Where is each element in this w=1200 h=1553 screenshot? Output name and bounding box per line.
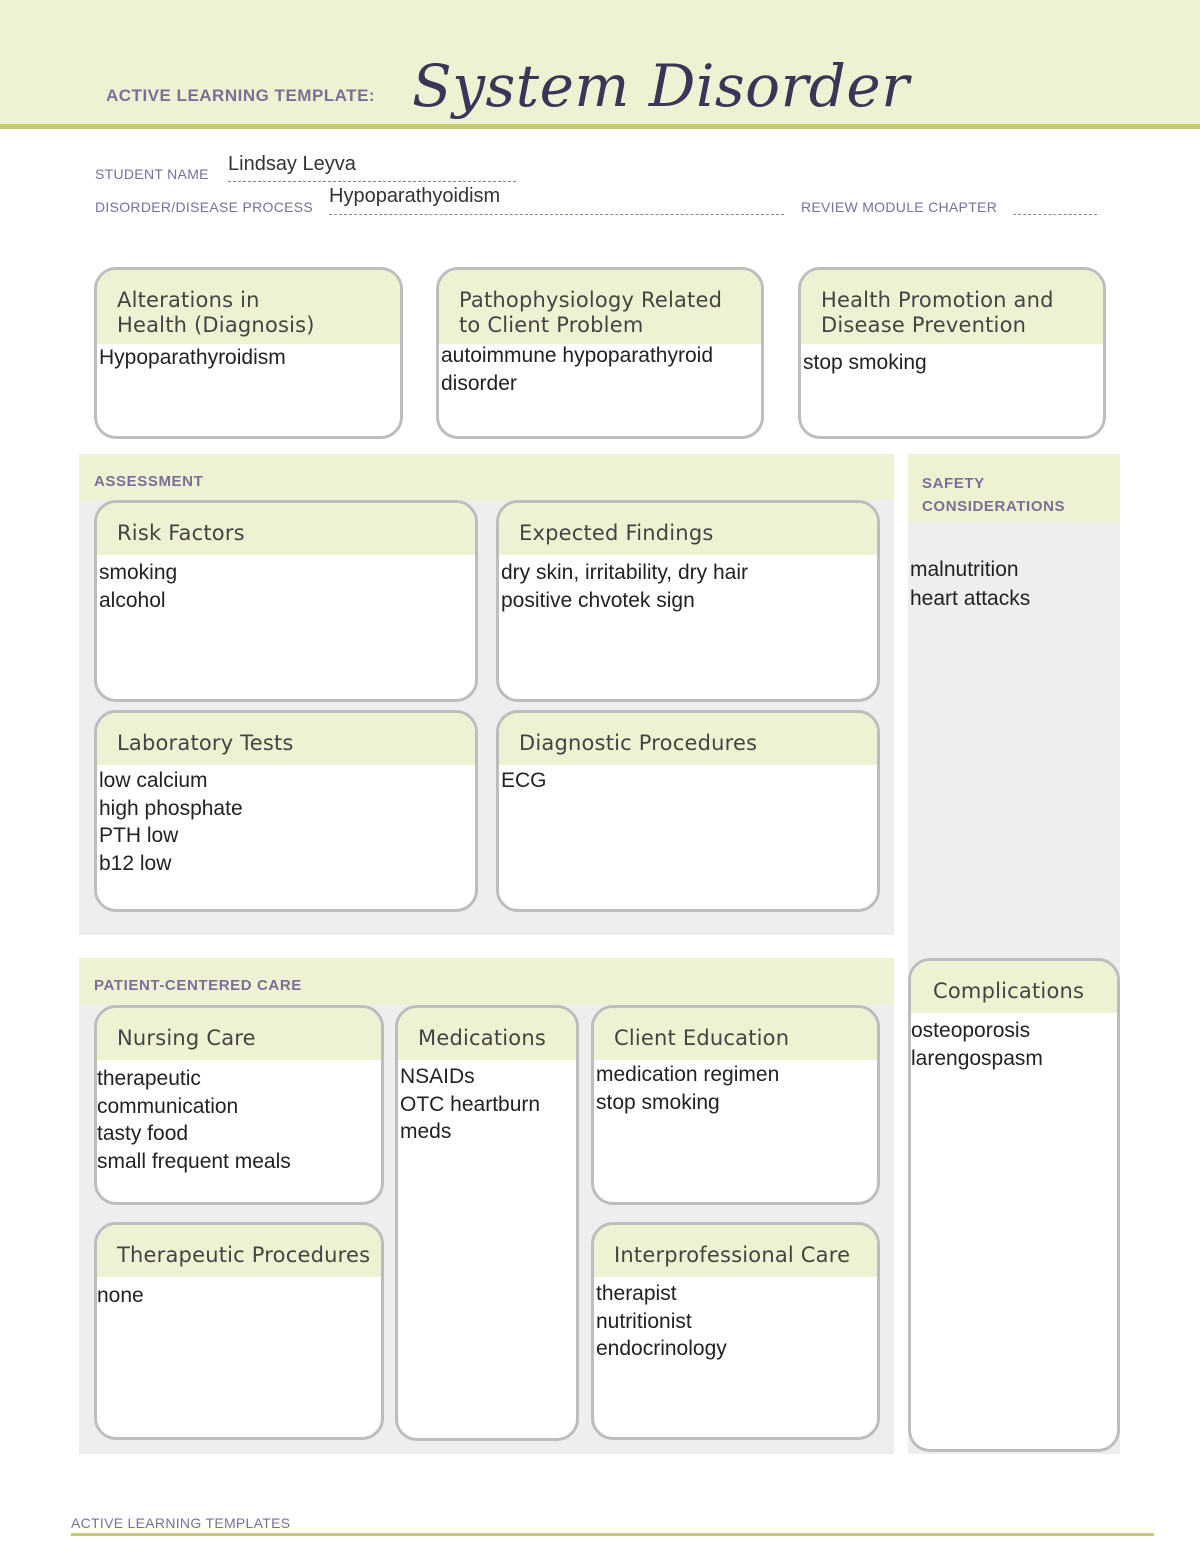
footer-divider bbox=[71, 1533, 1154, 1536]
safety-line: heart attacks bbox=[910, 587, 1031, 610]
nursing-care-line: communication bbox=[97, 1094, 239, 1118]
expected-finding-line: positive chvotek sign bbox=[501, 588, 695, 612]
complications-content[interactable] bbox=[911, 1013, 1117, 1072]
pathophysiology-line: autoimmune hypoparathyroid bbox=[441, 344, 713, 367]
diagnostic-procedures-box bbox=[496, 710, 880, 912]
health-promotion-title bbox=[801, 270, 1103, 344]
risk-factor-line: smoking bbox=[99, 561, 178, 584]
nursing-care-content[interactable] bbox=[97, 1060, 381, 1175]
pathophysiology-content[interactable] bbox=[439, 342, 761, 397]
pathophysiology-title bbox=[439, 270, 761, 344]
pathophysiology-title-line2: to Client Problem bbox=[459, 313, 644, 337]
risk-factors-title: Risk Factors bbox=[97, 503, 475, 555]
medications-box bbox=[395, 1005, 579, 1441]
therapeutic-procedure-line: none bbox=[97, 1284, 144, 1307]
complications-box bbox=[908, 958, 1120, 1452]
laboratory-tests-content[interactable] bbox=[97, 765, 475, 877]
diagnostic-procedures-content[interactable] bbox=[499, 765, 877, 795]
diagnostic-procedure-line: ECG bbox=[501, 769, 547, 792]
pathophysiology-box bbox=[436, 267, 764, 439]
medications-content[interactable] bbox=[398, 1060, 576, 1146]
diagnostic-procedures-title: Diagnostic Procedures bbox=[499, 713, 877, 765]
safety-considerations-title bbox=[922, 472, 1065, 518]
nursing-care-title: Nursing Care bbox=[97, 1008, 381, 1060]
expected-finding-line: dry skin, irritability, dry hair bbox=[501, 561, 748, 584]
therapeutic-procedures-title: Therapeutic Procedures bbox=[97, 1225, 381, 1277]
student-name-label: STUDENT NAME bbox=[95, 166, 209, 182]
interprofessional-care-line: endocrinology bbox=[596, 1337, 727, 1360]
footer-label: ACTIVE LEARNING TEMPLATES bbox=[71, 1515, 291, 1531]
expected-findings-box bbox=[496, 500, 880, 702]
client-education-box bbox=[591, 1005, 880, 1205]
complication-line: larengospasm bbox=[911, 1046, 1043, 1070]
page-title: System Disorder bbox=[412, 52, 910, 120]
health-promotion-content[interactable] bbox=[801, 344, 1103, 377]
review-module-label: REVIEW MODULE CHAPTER bbox=[801, 199, 998, 215]
risk-factors-content[interactable] bbox=[97, 555, 475, 614]
template-label: ACTIVE LEARNING TEMPLATE: bbox=[106, 86, 376, 105]
pathophysiology-line: disorder bbox=[441, 371, 517, 395]
health-promotion-box bbox=[798, 267, 1106, 439]
safety-title-line1: SAFETY bbox=[922, 475, 985, 492]
lab-test-line: PTH low bbox=[99, 824, 179, 847]
interprofessional-care-content[interactable] bbox=[594, 1277, 877, 1363]
complication-line: osteoporosis bbox=[911, 1019, 1031, 1042]
disorder-value: Hypoparathyoidism bbox=[329, 185, 501, 207]
health-promotion-title-line1: Health Promotion and bbox=[821, 288, 1054, 312]
interprofessional-care-box bbox=[591, 1222, 880, 1440]
safety-line: malnutrition bbox=[910, 558, 1019, 581]
complications-title: Complications bbox=[911, 961, 1117, 1013]
laboratory-tests-box bbox=[94, 710, 478, 912]
interprofessional-care-title: Interprofessional Care bbox=[594, 1225, 877, 1277]
client-education-content[interactable] bbox=[594, 1060, 877, 1116]
therapeutic-procedures-content[interactable] bbox=[97, 1277, 381, 1310]
patient-centered-care-title: PATIENT-CENTERED CARE bbox=[94, 977, 302, 994]
review-module-field[interactable] bbox=[1013, 199, 1097, 215]
health-promotion-line: stop smoking bbox=[803, 351, 927, 374]
nursing-care-line: therapeutic bbox=[97, 1067, 201, 1090]
medication-line: meds bbox=[400, 1120, 452, 1143]
medication-line: OTC heartburn bbox=[400, 1092, 541, 1116]
therapeutic-procedures-box bbox=[94, 1222, 384, 1440]
lab-test-line: high phosphate bbox=[99, 796, 243, 820]
client-education-line: stop smoking bbox=[596, 1090, 720, 1114]
interprofessional-care-line: therapist bbox=[596, 1282, 677, 1305]
client-education-title: Client Education bbox=[594, 1008, 877, 1060]
risk-factors-box bbox=[94, 500, 478, 702]
assessment-title: ASSESSMENT bbox=[94, 473, 204, 490]
safety-considerations-section bbox=[908, 454, 1120, 954]
alterations-title bbox=[97, 270, 400, 344]
expected-findings-title: Expected Findings bbox=[499, 503, 877, 555]
expected-findings-content[interactable] bbox=[499, 555, 877, 614]
risk-factor-line: alcohol bbox=[99, 588, 166, 612]
lab-test-line: low calcium bbox=[99, 769, 208, 792]
disorder-label: DISORDER/DISEASE PROCESS bbox=[95, 199, 314, 215]
alterations-in-health-box bbox=[94, 267, 403, 439]
student-name-value: Lindsay Leyva bbox=[228, 153, 356, 175]
interprofessional-care-line: nutritionist bbox=[596, 1309, 692, 1333]
lab-test-line: b12 low bbox=[99, 851, 172, 875]
alterations-title-line1: Alterations in bbox=[117, 288, 260, 312]
alterations-content[interactable] bbox=[97, 344, 400, 372]
medications-title: Medications bbox=[398, 1008, 576, 1060]
nursing-care-line: small frequent meals bbox=[97, 1149, 291, 1173]
nursing-care-line: tasty food bbox=[97, 1122, 189, 1145]
alterations-line: Hypoparathyroidism bbox=[99, 346, 286, 369]
safety-considerations-content[interactable] bbox=[910, 555, 1030, 613]
disorder-field[interactable] bbox=[329, 184, 784, 215]
client-education-line: medication regimen bbox=[596, 1063, 780, 1086]
student-name-field[interactable] bbox=[228, 153, 516, 182]
laboratory-tests-title: Laboratory Tests bbox=[97, 713, 475, 765]
nursing-care-box bbox=[94, 1005, 384, 1205]
health-promotion-title-line2: Disease Prevention bbox=[821, 313, 1027, 337]
pathophysiology-title-line1: Pathophysiology Related bbox=[459, 288, 723, 312]
safety-title-line2: CONSIDERATIONS bbox=[922, 498, 1066, 515]
medication-line: NSAIDs bbox=[400, 1065, 475, 1088]
alterations-title-line2: Health (Diagnosis) bbox=[117, 313, 315, 337]
